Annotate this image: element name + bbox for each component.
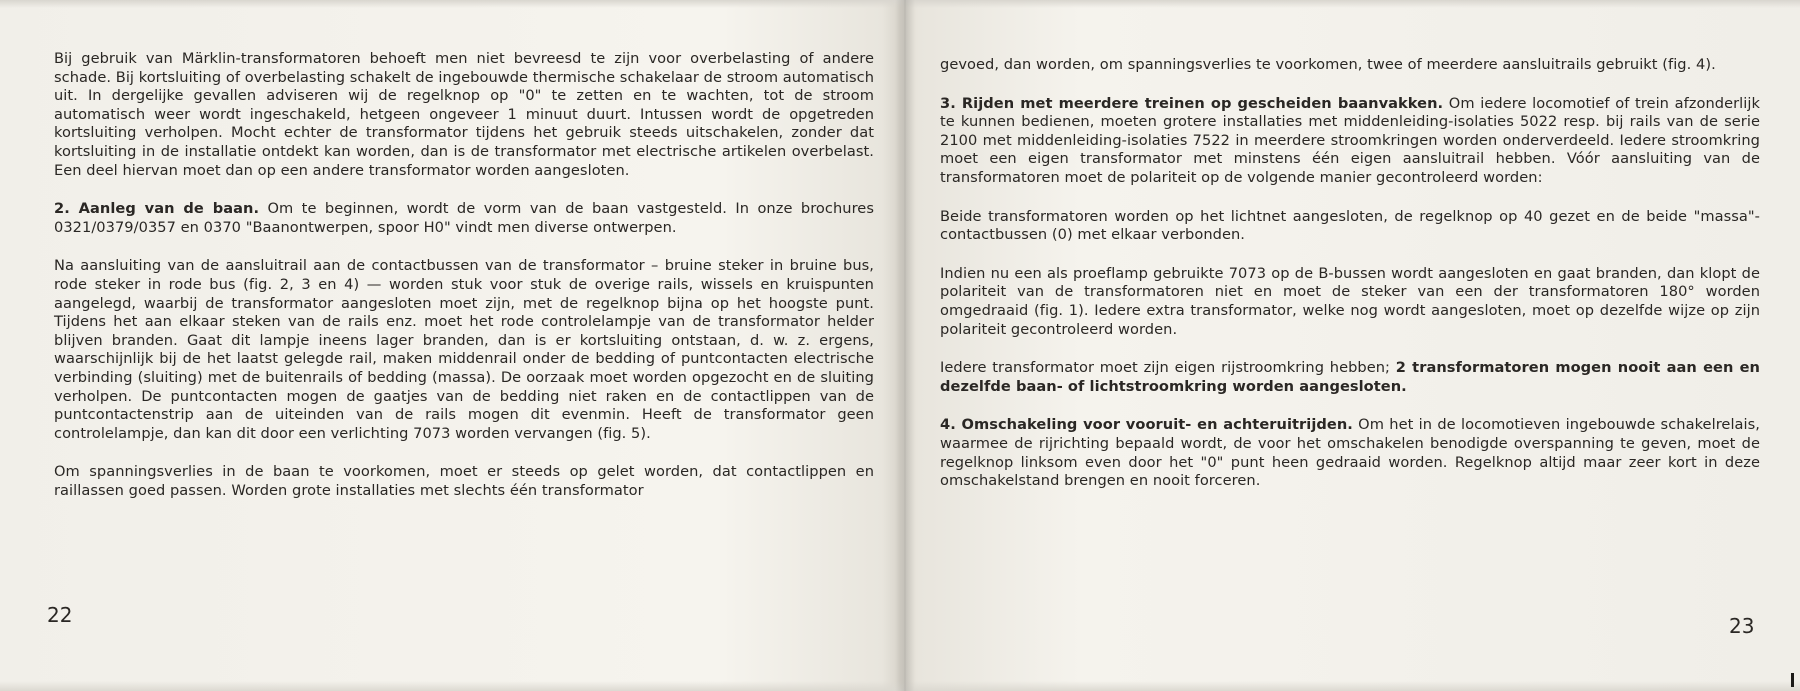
section-3-heading: 3. Rijden met meerdere treinen op gescheiden baanvakken. [940,94,1444,112]
right-page [900,0,1800,691]
right-paragraph-continued: gevoed, dan worden, om spanningsverlies te voorkomen, twee of meerdere aansluitrails gebruikt (fig. 4). [940,56,1716,73]
right-section-3 [940,95,1760,188]
left-page-text [54,50,874,520]
left-paragraph-overload: Bij gebruik van Märklin-transformatoren behoeft men niet bevreesd te zijn voor overbelasting of andere schade. Bij kortsluiting of overbelasting schakelt de ingebouwde thermische schakelaar de stroom automatisch uit. In dergelijke gevallen adviseren wij de regelknop op "0" te zetten en te wachten, tot de stroom automatisch weer wordt ingeschakeld, hetgeen ongeveer 1 minuut duurt. Intussen wordt de opgetreden kortsluiting verholpen. Mocht echter de transformator tijdens het gebruik steeds uitschakelen, zonder dat kortsluiting in de installatie ontdekt kan worden, dan is de transformator met electrische artikelen overbelast. Een deel hiervan moet dan op een andere transformator worden aangesloten. [54,50,874,179]
section-2-heading: 2. Aanleg van de baan. [54,200,260,218]
own-circuit-text: Iedere transformator moet zijn eigen rijstroomkring hebben; [940,359,1396,377]
page-number-left: 22 [47,603,73,627]
page-number-right: 23 [1729,614,1755,638]
right-paragraph-mains: Beide transformatoren worden op het lichtnet aangesloten, de regelknop op 40 gezet en de beide "massa"-contactbussen (0) met elkaar verbonden. [940,207,1760,244]
left-section-2 [54,200,874,237]
right-page-text [940,56,1760,511]
section-3-text: Om iedere locomotief of trein afzonderlijk te kunnen bedienen, moeten grotere installaties met middenleiding-isolaties 5022 resp. bij rails van de serie 2100 met middenleiding-isolaties 7522 in meerdere stroomkringen worden onderverdeeld. Iedere stroomkring moet een eigen transformator met minstens één eigen aansluitrail hebben. Vóór aansluiting van de transformatoren moet de polariteit op de volgende manier gecontroleerd worden: [940,94,1761,186]
right-paragraph-own-circuit [940,359,1760,396]
section-4-text: Om het in de locomotieven ingebouwde schakelrelais, waarmee de rijrichting bepaald wordt, de voor het omschakelen benodigde overspanning te geven, moet de regelknop linksom even door het "0" punt heen gedraaid worden. Regelknop altijd maar zeer kort in deze omschakelstand brengen en nooit forceren. [940,416,1760,490]
page-edge-mark [1791,673,1794,687]
left-paragraph-voltage-loss: Om spanningsverlies in de baan te voorkomen, moet er steeds op gelet worden, dat contactlippen en raillassen goed passen. Worden grote installaties met slechts één transformator [54,463,874,499]
left-paragraph-connection: Na aansluiting van de aansluitrail aan de contactbussen van de transformator – bruine steker in bruine bus, rode steker in rode bus (fig. 2, 3 en 4) — worden stuk voor stuk de overige rails, wissels en kruispunten aangelegd, waarbij de transformator aangesloten moet zijn, met de regelknop bijna op het hoogste punt. Tijdens het aan elkaar steken van de rails enz. moet het rode controlelampje van de transformator helder blijven branden. Gaat dit lampje ineens lager branden, dan is er kortsluiting ontstaan, d. w. z. ergens, waarschijnlijk bij de het laatst gelegde rail, maken middenrail onder de bedding of puntcontacten electrische verbinding (sluiting) met de buitenrails of bedding (massa). De oorzaak moet worden opgezocht en de sluiting verholpen. De puntcontacten mogen de gaatjes van de bedding niet raken en de contactlippen van de puntcontactenstrip aan de uiteinden van de rails mogen dit evenmin. Heeft de transformator geen controlelampje, dan kan dit door een verlichting 7073 worden vervangen (fig. 5). [54,257,874,442]
section-4-heading: 4. Omschakeling voor vooruit- en achteruitrijden. [940,416,1353,434]
own-circuit-warning: 2 transformatoren mogen nooit aan een en dezelfde baan- of lichtstroomkring worden aangesloten. [940,359,1760,395]
right-paragraph-testlamp: Indien nu een als proeflamp gebruikte 7073 op de B-bussen wordt aangesloten en gaat branden, dan klopt de polariteit van de transformatoren niet en moet de steker van een der transformatoren 180° worden omgedraaid (fig. 1). Iedere extra transformator, welke nog wordt aangesloten, moet op dezelfde wijze op zijn polariteit gecontroleerd worden. [940,264,1760,338]
section-2-text: Om te beginnen, wordt de vorm van de baan vastgesteld. In onze brochures 0321/0379/0357 en 0370 "Baanontwerpen, spoor H0" vindt men diverse ontwerpen. [54,200,874,236]
right-section-4 [940,416,1760,490]
